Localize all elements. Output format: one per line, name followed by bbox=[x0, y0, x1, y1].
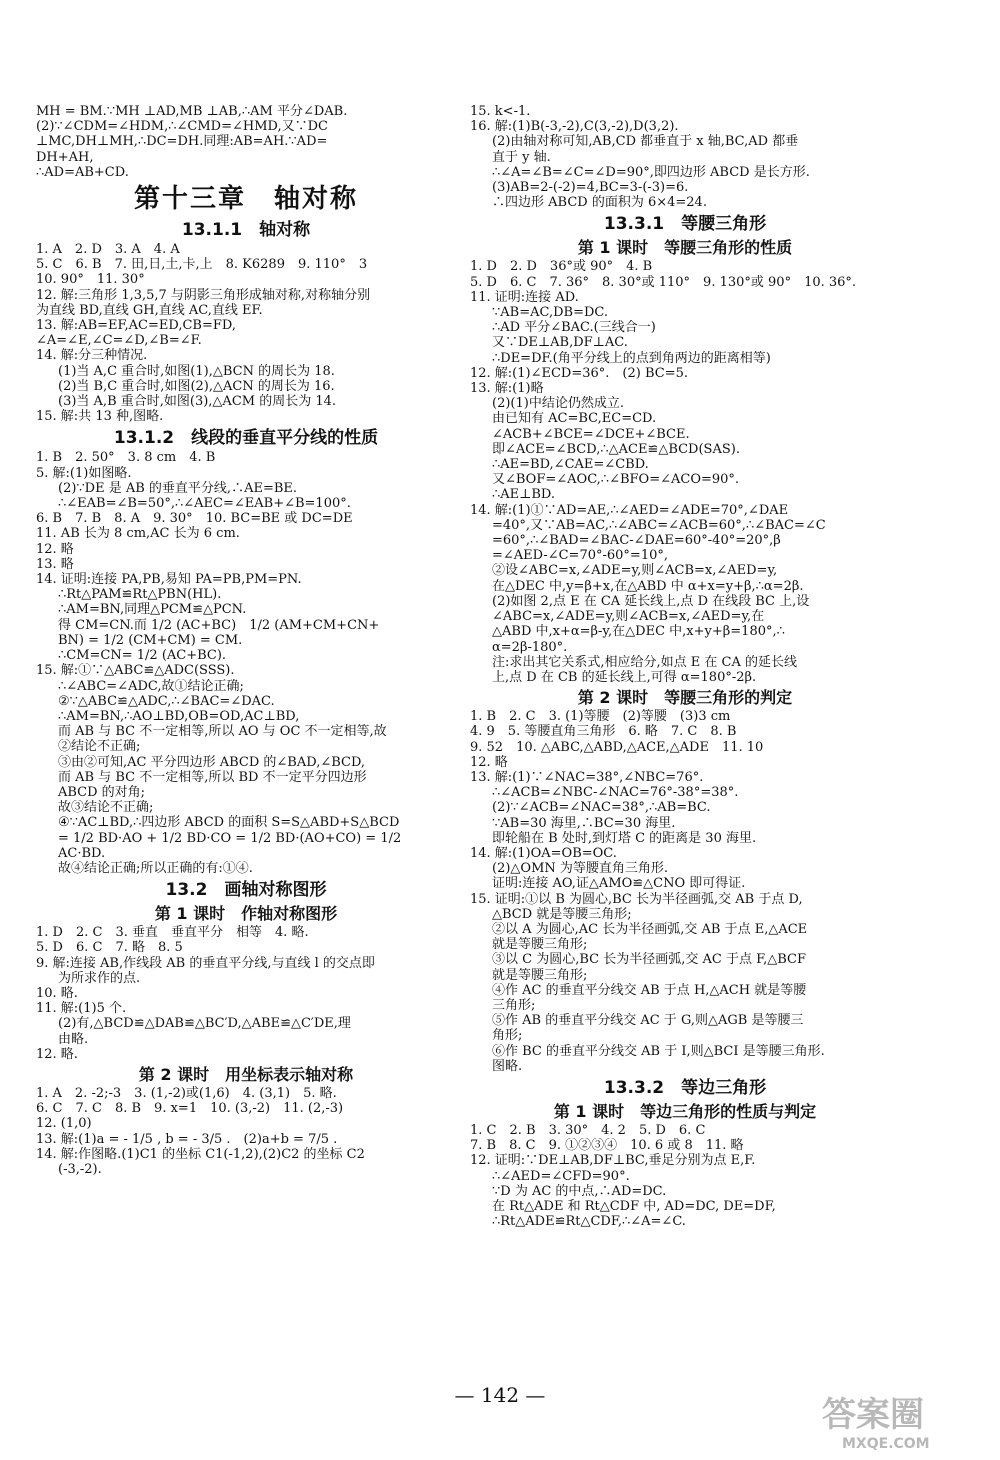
answer-line: ∴∠EAB=∠B=50°,∴∠AEC=∠EAB+∠B=100°. bbox=[58, 496, 351, 512]
answer-line: ∵D 为 AC 的中点,∴AD=DC. bbox=[492, 1183, 667, 1199]
answer-line: 1. A 2. D 3. A 4. A bbox=[36, 242, 180, 258]
answer-line: 13. 解:(1)a = - 1/5 , b = - 3/5 . (2)a+b = 7/5 . bbox=[36, 1131, 338, 1147]
answer-line: 图略. bbox=[492, 1058, 523, 1074]
answer-line: =40°,又∵AB=AC,∴∠ABC=∠ACB=60°,∴∠BAC=∠C bbox=[492, 517, 826, 533]
left-column bbox=[36, 104, 456, 1177]
answer-line: 1. D 2. D 36°或 90° 4. B bbox=[470, 259, 653, 275]
right-column bbox=[470, 104, 900, 1229]
answer-line: (3)AB=2-(-2)=4,BC=3-(-3)=6. bbox=[492, 180, 689, 196]
answer-line: 15. 解:共 13 种,图略. bbox=[36, 409, 164, 425]
answer-line: 在 Rt△ADE 和 Rt△CDF 中, AD=DC, DE=DF, bbox=[492, 1199, 776, 1214]
lesson-heading: 第 1 课时 等边三角形的性质与判定 bbox=[553, 1101, 817, 1121]
answer-line: 5. D 6. C 7. 略 8. 5 bbox=[36, 940, 183, 956]
section-heading: 13.3.1 等腰三角形 bbox=[603, 214, 767, 235]
answer-line: 6. C 7. C 8. B 9. x=1 10. (3,-2) 11. (2,-3) bbox=[36, 1101, 344, 1117]
watermark-logo bbox=[812, 1388, 992, 1454]
answer-line: 11. AB 长为 8 cm,AC 长为 6 cm. bbox=[36, 526, 240, 542]
answer-line: 7. B 8. C 9. ①②③④ 10. 6 或 8 11. 略 bbox=[470, 1138, 744, 1154]
answer-line: α=2β-180°. bbox=[492, 639, 568, 655]
answer-line: ∴AE=BD,∠CAE=∠CBD. bbox=[492, 457, 649, 473]
answer-line: (2)如图 2,点 E 在 CA 延长线上,点 D 在线段 BC 上,设 bbox=[492, 593, 810, 609]
section-heading: 13.1.1 轴对称 bbox=[181, 220, 311, 241]
answer-line: ∠A=∠E,∠C=∠D,∠B=∠F. bbox=[36, 333, 202, 349]
answer-line: (2)∵DE 是 AB 的垂直平分线,∴AE=BE. bbox=[58, 480, 298, 496]
answer-line: 13. 解:(1)略 bbox=[470, 381, 544, 397]
chapter-title: 第十三章 轴对称 bbox=[133, 184, 358, 215]
watermark-bottom: MXQE.COM bbox=[842, 1436, 930, 1452]
answer-line: 5. C 6. B 7. 田,日,土,卡,上 8. K6289 9. 110° 3 bbox=[36, 257, 368, 273]
answer-line: (2)∵∠CDM=∠HDM,∴∠CMD=∠HMD,又∵DC bbox=[36, 119, 328, 135]
answer-line: 11. 解:(1)5 个. bbox=[36, 1001, 127, 1017]
answer-line: ⑥作 BC 的垂直平分线交 AB 于 I,则△BCI 是等腰三角形. bbox=[492, 1043, 825, 1059]
answer-line: 12. 证明:∵DE⊥AB,DF⊥BC,垂足分别为点 E,F. bbox=[470, 1153, 756, 1169]
answer-line: ∴DE=DF.(角平分线上的点到角两边的距离相等) bbox=[492, 350, 771, 366]
section-heading: 13.1.2 线段的垂直平分线的性质 bbox=[113, 428, 379, 449]
answer-line: (2)有,△BCD≌△DAB≌△BC′D,△ABE≌△C′DE,理 bbox=[58, 1016, 351, 1032]
answer-line: 14. 解:分三种情况. bbox=[36, 348, 148, 364]
answer-line: ④∵AC⊥BD,∴四边形 ABCD 的面积 S=S△ABD+S△BCD bbox=[58, 815, 400, 831]
answer-line: DH+AH, bbox=[36, 149, 94, 165]
answer-line: 由已知有 AC=BC,EC=CD. bbox=[492, 411, 657, 427]
answer-line: =∠AED-∠C=70°-60°=10°, bbox=[492, 548, 668, 564]
answer-line: (2)△OMN 为等腰直角三角形. bbox=[492, 861, 669, 877]
answer-line: 就是等腰三角形; bbox=[492, 967, 588, 983]
answer-line: 1. A 2. -2;-3 3. (1,-2)或(1,6) 4. (3,1) 5. 略. bbox=[36, 1085, 337, 1101]
answer-line: 14. 解:(1)OA=OB=OC. bbox=[470, 845, 617, 861]
answer-line: 15. 解:①∵△ABC≌△ADC(SSS). bbox=[36, 663, 235, 679]
answer-line: 为直线 BD,直线 GH,直线 AC,直线 EF. bbox=[36, 302, 263, 318]
answer-line: = 1/2 BD·AO + 1/2 BD·CO = 1/2 BD·(AO+CO) = 1/2 bbox=[58, 830, 402, 846]
answer-line: 12. 解:(1)∠ECD=36°. (2) BC=5. bbox=[470, 365, 689, 381]
answer-line: 13. 解:(1)∵∠NAC=38°,∠NBC=76°. bbox=[470, 769, 704, 785]
page-number: — 142 — bbox=[454, 1383, 546, 1407]
answer-line: (1)当 A,C 重合时,如图(1),△BCN 的周长为 18. bbox=[58, 363, 335, 379]
answer-line: ∴AE⊥BD. bbox=[492, 487, 556, 503]
answer-line: 12. (1,0) bbox=[36, 1116, 92, 1132]
answer-line: 12. 略 bbox=[470, 754, 508, 770]
answer-line: ②以 A 为圆心,AC 长为半径画弧,交 AB 于点 E,△ACE bbox=[492, 921, 808, 937]
answer-line: ∴CM=CN= 1/2 (AC+BC). bbox=[58, 648, 227, 664]
answer-line: 注:求出其它关系式,相应给分,如点 E 在 CA 的延长线 bbox=[492, 654, 797, 670]
answer-line: 12. 解:三角形 1,3,5,7 与阴影三角形成轴对称,对称轴分别 bbox=[36, 287, 371, 303]
answer-line: 就是等腰三角形; bbox=[492, 937, 588, 953]
answer-line: 而 AB 与 BC 不一定相等,所以 AO 与 OC 不一定相等,故 bbox=[58, 724, 387, 740]
section-heading: 13.2 画轴对称图形 bbox=[165, 880, 327, 901]
answer-line: ∠ACB+∠BCE=∠DCE+∠BCE. bbox=[492, 426, 690, 442]
answer-line: 1. B 2. 50° 3. 8 cm 4. B bbox=[36, 450, 216, 466]
answer-line: (-3,-2). bbox=[58, 1161, 102, 1177]
answer-line: ∴∠AED=∠CFD=90°. bbox=[492, 1168, 630, 1184]
answer-line: ∴AD=AB+CD. bbox=[36, 164, 129, 180]
answer-line: (2)(1)中结论仍然成立. bbox=[492, 396, 624, 412]
answer-line: 13. 解:AB=EF,AC=ED,CB=FD, bbox=[36, 318, 236, 334]
answer-line: 1. B 2. C 3. (1)等腰 (2)等腰 (3)3 cm bbox=[470, 709, 731, 725]
answer-line: ∴∠ABC=∠ADC,故①结论正确; bbox=[58, 678, 244, 694]
answer-line: △ABD 中,x+α=β-y,在△DEC 中,x+y+β=180°,∴ bbox=[492, 624, 785, 640]
answer-line: 又∠BOF=∠AOC,∴∠BFO=∠ACO=90°. bbox=[492, 472, 740, 488]
lesson-heading: 第 1 课时 作轴对称图形 bbox=[154, 904, 338, 924]
answer-line: 又∵DE⊥AB,DF⊥AC. bbox=[492, 335, 628, 351]
answer-line: 由略. bbox=[58, 1031, 89, 1047]
answer-line: (2)当 B,C 重合时,如图(2),△ACN 的周长为 16. bbox=[58, 378, 335, 394]
answer-line: 1. C 2. B 3. 30° 4. 2 5. D 6. C bbox=[470, 1122, 706, 1138]
answer-line: 上,点 D 在 CB 的延长线上,可得 α=180°-2β. bbox=[492, 669, 757, 685]
answer-line: 14. 解:作图略.(1)C1 的坐标 C1(-1,2),(2)C2 的坐标 C2 bbox=[36, 1146, 365, 1162]
answer-line: ∵AB=30 海里,∴BC=30 海里. bbox=[492, 815, 676, 831]
answer-line: 角形; bbox=[492, 1028, 523, 1044]
lesson-heading: 第 2 课时 等腰三角形的判定 bbox=[577, 688, 793, 708]
answer-line: ②结论不正确; bbox=[58, 739, 141, 755]
answer-line: MH = BM.∵MH ⊥AD,MB ⊥AB,∴AM 平分∠DAB. bbox=[36, 104, 348, 119]
answer-line: BN) = 1/2 (CM+CM) = CM. bbox=[58, 632, 243, 648]
answer-line: ⊥MC,DH⊥MH,∴DC=DH.同理:AB=AH.∵AD= bbox=[36, 134, 328, 150]
answer-line: ④作 AC 的垂直平分线交 AB 于点 H,△ACH 就是等腰 bbox=[492, 982, 807, 998]
answer-line: 16. 解:(1)B(-3,-2),C(3,-2),D(3,2). bbox=[470, 119, 679, 135]
answer-line: ③以 C 为圆心,BC 长为半径画弧,交 AC 于点 F,△BCF bbox=[492, 952, 806, 968]
answer-line: ABCD 的对角; bbox=[58, 784, 146, 800]
answer-line: 9. 52 10. △ABC,△ABD,△ACE,△ADE 11. 10 bbox=[470, 739, 764, 755]
answer-line: 即轮船在 B 处时,到灯塔 C 的距离是 30 海里. bbox=[492, 830, 757, 846]
section-heading: 13.3.2 等边三角形 bbox=[603, 1077, 767, 1098]
answer-line: 证明:连接 AO,证△AMO≌△CNO 即可得证. bbox=[492, 876, 746, 892]
answer-line: ⑤作 AB 的垂直平分线交 AC 于 G,则△AGB 是等腰三 bbox=[492, 1013, 804, 1029]
answer-line: ∴AD 平分∠BAC.(三线合一) bbox=[492, 320, 656, 336]
answer-line: 15. k<-1. bbox=[470, 104, 531, 119]
answer-line: (2)∵∠ACB=∠NAC=38°,∴AB=BC. bbox=[492, 800, 711, 816]
watermark-top: 答案圈 bbox=[822, 1395, 924, 1435]
answer-line: 9. 解:连接 AB,作线段 AB 的垂直平分线,与直线 l 的交点即 bbox=[36, 955, 375, 971]
answer-line: 5. D 6. C 7. 36° 8. 30°或 110° 9. 130°或 90° 10. 36°. bbox=[470, 274, 857, 290]
answer-line: 15. 证明:①以 B 为圆心,BC 长为半径画弧,交 AB 于点 D, bbox=[470, 891, 803, 907]
answer-line: 5. 解:(1)如图略. bbox=[36, 465, 132, 481]
answer-line: ∴∠ACB=∠NBC-∠NAC=76°-38°=38°. bbox=[492, 785, 739, 801]
answer-line: △BCD 就是等腰三角形; bbox=[492, 906, 632, 922]
answer-line: 在△DEC 中,y=β+x,在△ABD 中 α+x=y+β,∴α=2β. bbox=[492, 578, 804, 594]
answer-line: =60°,∴∠BAD=∠BAC-∠DAE=60°-40°=20°,β bbox=[492, 533, 781, 549]
answer-line: ∴AM=BN,∴AO⊥BD,OB=OD,AC⊥BD, bbox=[58, 708, 300, 724]
lesson-heading: 第 2 课时 用坐标表示轴对称 bbox=[138, 1064, 354, 1084]
answer-line: 而 AB 与 BC 不一定相等,所以 BD 不一定平分四边形 bbox=[58, 769, 367, 785]
answer-line: ∴Rt△PAM≌Rt△PBN(HL). bbox=[58, 587, 222, 603]
answer-line: ②设∠ABC=x,∠ADE=y,则∠ACB=x,∠AED=y, bbox=[492, 563, 778, 579]
answer-line: 11. 证明:连接 AD. bbox=[470, 289, 579, 305]
answer-line: ∵AB=AC,DB=DC. bbox=[492, 305, 609, 321]
answer-line: 12. 略 bbox=[36, 541, 74, 557]
answer-line: 得 CM=CN.而 1/2 (AC+BC) 1/2 (AM+CM+CN+ bbox=[58, 617, 380, 633]
answer-line: ③由②可知,AC 平分四边形 ABCD 的∠BAD,∠BCD, bbox=[58, 754, 366, 770]
answer-line: ∠ABC=x,∠ADE=y,则∠ACB=x,∠AED=y,在 bbox=[492, 609, 765, 625]
answer-line: 13. 略 bbox=[36, 556, 74, 572]
answer-line: 三角形; bbox=[492, 997, 536, 1013]
answer-line: 为所求作的点. bbox=[58, 970, 141, 986]
answer-line: 故④结论正确;所以正确的有:①④. bbox=[58, 860, 253, 876]
answer-line: AC·BD. bbox=[58, 845, 106, 861]
answer-line: (3)当 A,B 重合时,如图(3),△ACM 的周长为 14. bbox=[58, 394, 337, 410]
answer-line: ∴四边形 ABCD 的面积为 6×4=24. bbox=[492, 195, 707, 211]
answer-line: ∴∠A=∠B=∠C=∠D=90°,即四边形 ABCD 是长方形. bbox=[492, 164, 810, 180]
answer-line: ∴AM=BN,同理△PCM≌△PCN. bbox=[58, 602, 247, 618]
answer-line: 10. 略. bbox=[36, 985, 78, 1001]
answer-line: 14. 解:(1)①∵AD=AE,∴∠AED=∠ADE=70°,∠DAE bbox=[470, 502, 789, 518]
answer-line: ∴Rt△ADE≌Rt△CDF,∴∠A=∠C. bbox=[492, 1214, 686, 1230]
answer-line: ②∵△ABC≌△ADC,∴∠BAC=∠DAC. bbox=[58, 693, 275, 709]
answer-line: 即∠ACE=∠BCD,∴△ACE≌△BCD(SAS). bbox=[492, 441, 740, 457]
answer-line: 10. 90° 11. 30° bbox=[36, 272, 145, 288]
answer-line: 14. 证明:连接 PA,PB,易知 PA=PB,PM=PN. bbox=[36, 572, 302, 588]
answer-line: 12. 略. bbox=[36, 1046, 78, 1062]
answer-line: 直于 y 轴. bbox=[492, 149, 551, 165]
answer-line: 故③结论不正确; bbox=[58, 800, 154, 816]
answer-line: 6. B 7. B 8. A 9. 30° 10. BC=BE 或 DC=DE bbox=[36, 511, 353, 527]
answer-line: 1. D 2. C 3. 垂直 垂直平分 相等 4. 略. bbox=[36, 925, 309, 941]
lesson-heading: 第 1 课时 等腰三角形的性质 bbox=[577, 238, 793, 258]
answer-line: (2)由轴对称可知,AB,CD 都垂直于 x 轴,BC,AD 都垂 bbox=[492, 134, 799, 150]
answer-line: 4. 9 5. 等腰直角三角形 6. 略 7. C 8. B bbox=[470, 724, 737, 740]
